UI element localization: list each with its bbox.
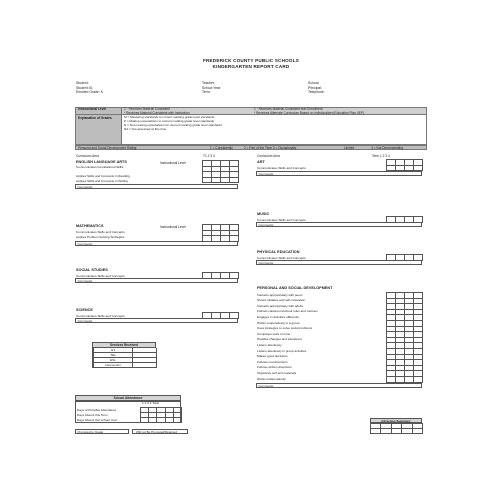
psd-row: Interacts appropriately with adults bbox=[257, 303, 304, 308]
service-row: Intervention bbox=[93, 363, 133, 368]
summary-header: Infraction Summary bbox=[370, 418, 422, 423]
rating-option: 4 = Not Demonstrating bbox=[371, 146, 403, 150]
district-title: FREDERICK COUNTY PUBLIC SCHOOLS bbox=[203, 58, 299, 63]
promoted-grade-label: Grade bbox=[94, 430, 104, 434]
music-comments[interactable]: Comments: bbox=[256, 222, 422, 227]
grade-key-line: N = Not meeting expectations for current marking grade level standards bbox=[124, 123, 222, 127]
service-check[interactable] bbox=[133, 363, 157, 368]
attendance-row: Days Absent this school Year bbox=[77, 418, 117, 422]
telephone-label: Telephone: bbox=[308, 90, 325, 95]
curriculum-area-header-right: Curriculum Area bbox=[257, 154, 280, 158]
art-heading: ART bbox=[257, 160, 265, 164]
ela-grade-grid bbox=[202, 160, 239, 183]
pe-row: Communicates Skills and Concepts bbox=[257, 256, 306, 260]
grades-explanation-label: Explanation of Grades bbox=[76, 115, 122, 144]
grade-key-line: P = Making expectations to current marking grade level standards bbox=[124, 119, 214, 123]
rating-label: Personal and Social Development Rating: bbox=[78, 146, 138, 150]
music-row: Communicates Skills and Concepts bbox=[257, 218, 306, 222]
pe-comments[interactable]: Comments: bbox=[256, 260, 422, 265]
psd-comments[interactable]: Comments: bbox=[256, 383, 422, 388]
art-comments[interactable]: Comments: bbox=[256, 171, 422, 176]
rating-option: Limited bbox=[344, 146, 355, 150]
psd-row: Makes good decisions bbox=[257, 354, 288, 359]
curriculum-area-header: Curriculum Area bbox=[76, 154, 99, 158]
instructional-level-row bbox=[75, 107, 427, 115]
retained-box[interactable]: Will not Be Promoted/Retained bbox=[132, 429, 188, 434]
teacher-label: Teacher: bbox=[202, 81, 216, 85]
psd-row: Listens attentively in group activities bbox=[257, 348, 307, 353]
psd-row: Completes work on time bbox=[257, 331, 291, 336]
school-year-label: School Year: bbox=[202, 85, 222, 90]
school-label: School: bbox=[308, 81, 320, 85]
service-row: GT bbox=[93, 348, 133, 353]
service-row: ESL bbox=[93, 358, 133, 363]
level-option: 1 · Receives Material Consistent bbox=[124, 107, 170, 111]
term-label: Term: bbox=[202, 90, 211, 95]
psd-row: Handles changes and transitions bbox=[257, 337, 302, 342]
level-option: * Receives Material Consistent with Instruction bbox=[124, 110, 190, 115]
promoted-label: Promoted to bbox=[77, 430, 95, 434]
ela-level-label: Instructional Level bbox=[160, 161, 186, 165]
math-heading: MATHEMATICS bbox=[76, 224, 104, 228]
psd-row: Listens attentively bbox=[257, 342, 282, 347]
psd-row: Follows classroom/school rules and routines bbox=[257, 309, 318, 314]
student-id-label: Student ID: bbox=[76, 85, 93, 90]
grade-key-line: M = Mastering standards to current marking grade level standards bbox=[124, 115, 215, 119]
ela-heading: ENGLISH LANGUAGE ARTS bbox=[76, 160, 127, 164]
math-level-label: Instructional Level bbox=[160, 225, 186, 229]
services-header: Services Received bbox=[92, 342, 156, 348]
report-title: KINDERGARTEN REPORT CARD bbox=[212, 64, 290, 69]
attendance-row: Days Absent this Term bbox=[77, 413, 108, 417]
term-header: T1 2 3 4 bbox=[203, 154, 215, 158]
attendance-columns: 1 2 3 4 Total bbox=[142, 401, 159, 405]
grade-key-line: NA = Not assessed at this time bbox=[124, 127, 167, 131]
sci-row: Communicates Skills and Concepts bbox=[76, 314, 125, 318]
service-row: Title bbox=[93, 353, 133, 358]
ss-row: Communicates Skills and Concepts bbox=[76, 274, 125, 278]
psd-row: Interacts appropriately with peers bbox=[257, 292, 303, 297]
rating-option: 1 = Consistently bbox=[210, 146, 233, 150]
math-row: Applies Problem Solving Strategies bbox=[76, 235, 125, 239]
school-info-col bbox=[308, 81, 325, 95]
instructional-level-label: Instructional Level bbox=[76, 108, 122, 114]
psd-grade-grid bbox=[386, 292, 423, 383]
psd-row: Shows initiative and self-motivation bbox=[257, 298, 306, 303]
level-options-a bbox=[122, 108, 252, 114]
sci-comments[interactable]: Comments: bbox=[75, 318, 238, 323]
attendance-header: School Attendance bbox=[75, 395, 181, 401]
level-option: * Receives Alternate Curriculum Based on Individualized Education Plan (IEP) bbox=[254, 110, 365, 115]
art-row: Communicates Skills and Concepts bbox=[257, 166, 306, 170]
attendance-frame bbox=[75, 401, 181, 423]
psd-row: Follows oral directions bbox=[257, 359, 288, 364]
student-info-col bbox=[76, 81, 103, 95]
rating-key bbox=[75, 145, 427, 150]
math-comments[interactable]: Comments: bbox=[75, 241, 238, 246]
psd-row: Follows written directions bbox=[257, 365, 292, 370]
pe-heading: PHYSICAL EDUCATION bbox=[257, 250, 300, 254]
ela-comments[interactable]: Comments: bbox=[75, 184, 238, 189]
psd-row: Works independently bbox=[257, 376, 286, 381]
ela-row: Applies Skills and Concepts in Reading bbox=[76, 174, 130, 178]
rating-option: 2 = Part of the Time 3 = Occasionally bbox=[244, 146, 297, 150]
psd-row: Organizes self and materials bbox=[257, 370, 297, 375]
grades-explanation bbox=[75, 115, 427, 145]
music-heading: MUSIC bbox=[257, 212, 270, 216]
services-table bbox=[92, 348, 156, 368]
social-studies-heading: SOCIAL STUDIES bbox=[76, 268, 108, 272]
grade-label: Enrolled Grade: K bbox=[76, 90, 103, 95]
ela-row: Communicates Foundational Skills bbox=[76, 165, 124, 169]
psd-row: Works cooperatively in a group bbox=[257, 320, 300, 325]
science-heading: SCIENCE bbox=[76, 308, 93, 312]
math-grade-grid bbox=[202, 224, 239, 242]
art-grade-grid bbox=[386, 159, 423, 171]
student-label: Student: bbox=[76, 81, 89, 85]
report-card-page bbox=[70, 46, 432, 442]
level-options-b bbox=[252, 108, 428, 114]
psd-row: Uses strategies to solve social problems bbox=[257, 326, 313, 331]
teacher-info-col bbox=[202, 81, 221, 95]
psd-row: Engages in activities efficiently bbox=[257, 314, 299, 319]
psd-heading: PERSONAL AND SOCIAL DEVELOPMENT bbox=[257, 286, 333, 290]
term-header-right: Term 1 2 3 4 bbox=[372, 154, 390, 158]
math-row: Communicates Skills and Concepts bbox=[76, 230, 125, 234]
promoted-box[interactable] bbox=[75, 429, 129, 434]
ela-row: Applies Skills and Concepts in Writing bbox=[76, 179, 128, 183]
principal-label: Principal: bbox=[308, 85, 322, 90]
level-option: 1 · Receives Material Consistent with Enrollment bbox=[254, 107, 323, 111]
ss-comments[interactable]: Comments: bbox=[75, 278, 238, 283]
attendance-row: Days of Possible Attendance bbox=[77, 408, 117, 412]
summary-grid bbox=[370, 423, 423, 434]
